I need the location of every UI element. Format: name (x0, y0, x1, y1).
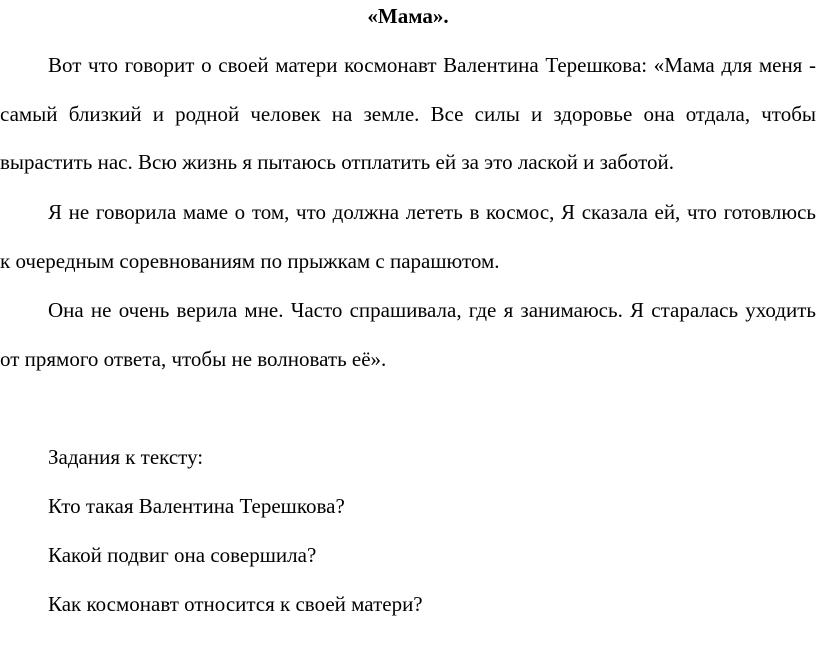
paragraph-1-line-3: вырастить нас. Всю жизнь я пытаюсь отплатить ей за это лаской и заботой. (0, 150, 674, 174)
task-question-2: Какой подвиг она совершила? (48, 543, 317, 567)
paragraph-1-line-2: самый близкий и родной человек на земле. Все силы и здоровье она отдала, чтобы (0, 102, 816, 126)
paragraph-1-line-1: Вот что говорит о своей матери космонавт Валентина Терешкова: «Мама для меня - (48, 53, 816, 77)
paragraph-3-line-2: от прямого ответа, чтобы не волновать её». (0, 347, 387, 371)
paragraph-3-line-1: Она не очень верила мне. Часто спрашивала, где я занимаюсь. Я старалась уходить (48, 298, 816, 322)
document-title: «Мама». (367, 4, 449, 28)
task-question-3: Как космонавт относится к своей матери? (48, 592, 423, 616)
task-question-1: Кто такая Валентина Терешкова? (48, 494, 345, 518)
paragraph-2-line-2: к очередным соревнованиям по прыжкам с парашютом. (0, 249, 500, 273)
paragraph-2-line-1: Я не говорила маме о том, что должна лететь в космос, Я сказала ей, что готовлюсь (48, 200, 816, 224)
tasks-heading: Задания к тексту: (48, 445, 204, 469)
